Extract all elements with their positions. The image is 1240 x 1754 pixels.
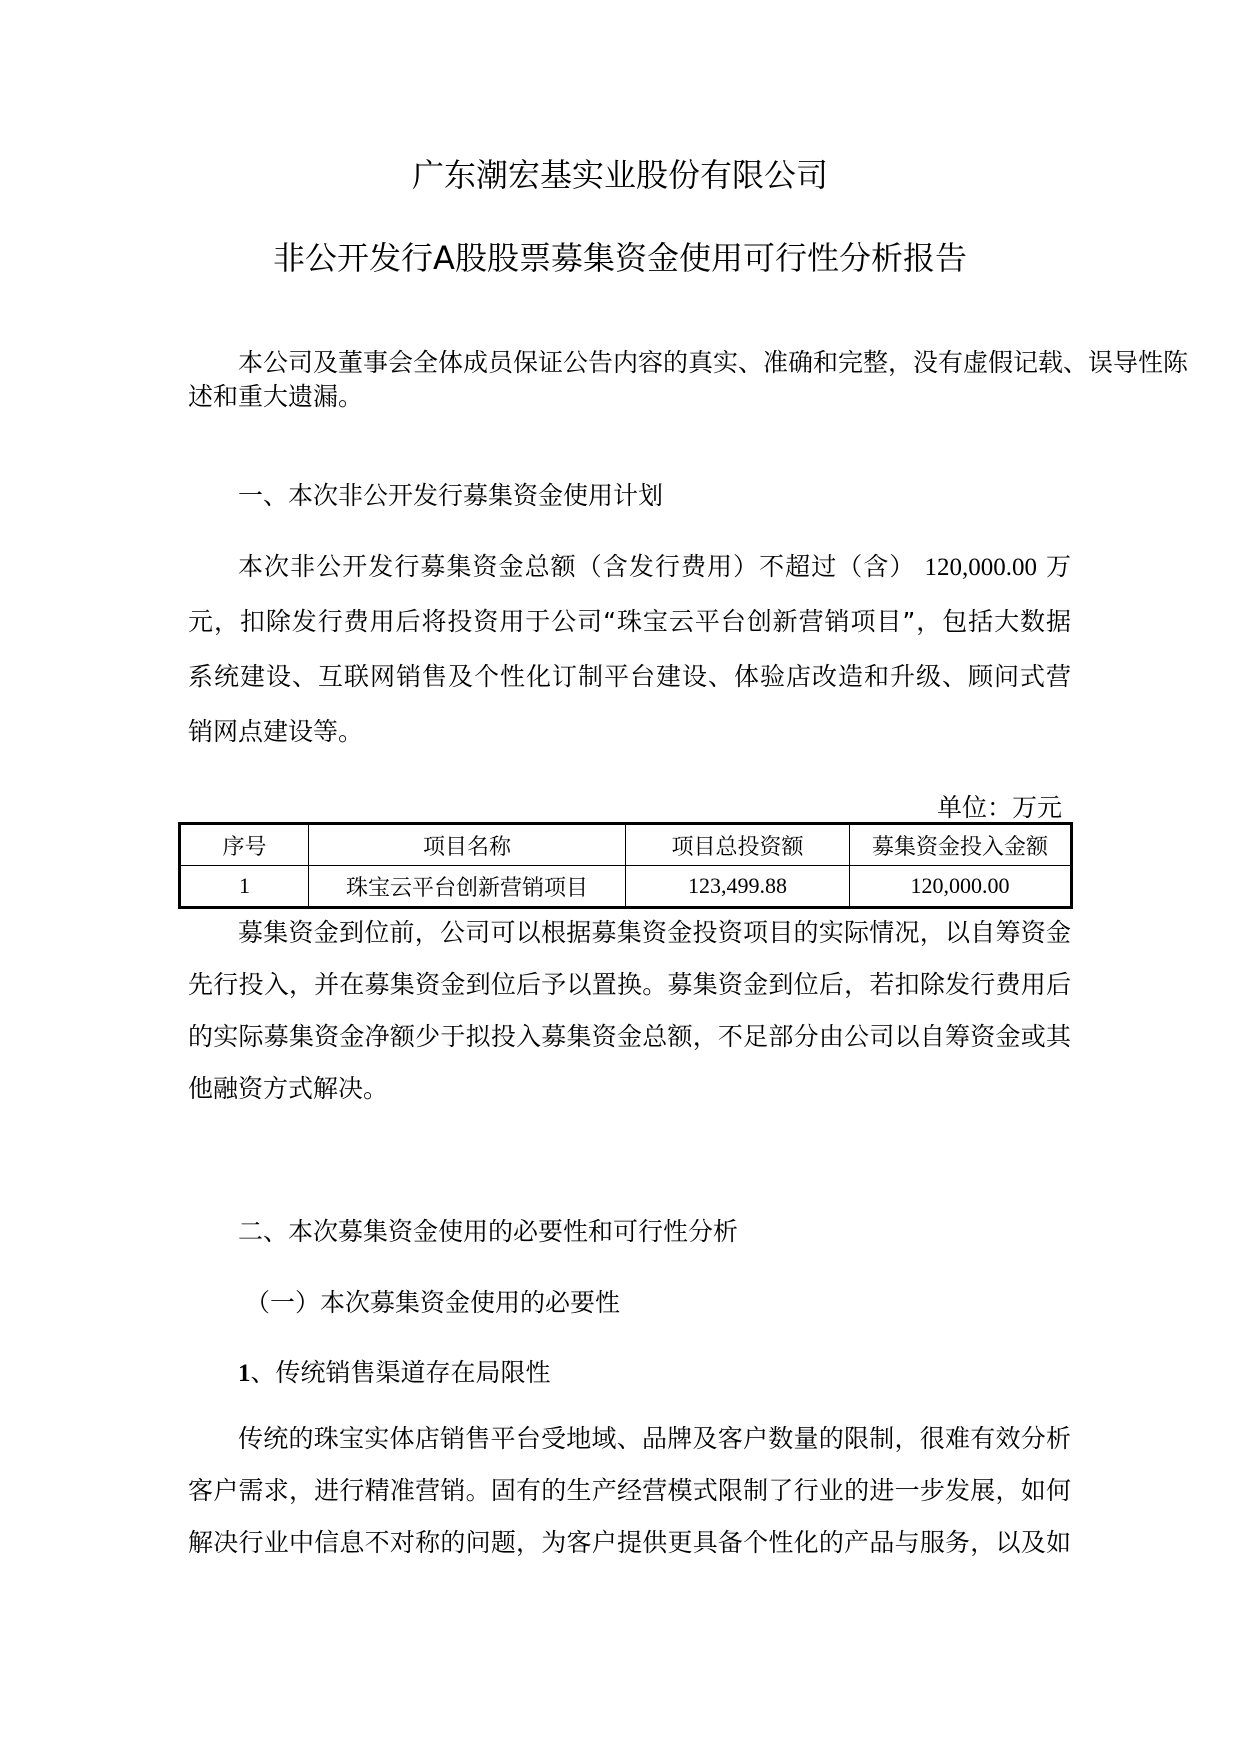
header-cell: 项目名称 bbox=[309, 824, 626, 866]
statement-line: 述和重大遗漏。 bbox=[188, 382, 364, 411]
cell: 120,000.00 bbox=[850, 866, 1072, 908]
unit-label: 单位：万元 bbox=[936, 793, 1062, 822]
text: 万 bbox=[1046, 552, 1072, 581]
amount: 120,000.00 bbox=[924, 554, 1037, 581]
cell: 珠宝云平台创新营销项目 bbox=[309, 866, 626, 908]
table-header bbox=[180, 824, 1072, 866]
funds-table bbox=[178, 822, 1073, 909]
header-cell: 序号 bbox=[180, 824, 309, 866]
paragraph-line: 系统建设、互联网销售及个性化订制平台建设、体验店改造和升级、顾问式营 bbox=[188, 662, 1071, 691]
cell: 123,499.88 bbox=[626, 866, 850, 908]
text: 本次非公开发行募集资金总额（含发行费用）不超过（含） bbox=[238, 552, 916, 581]
paragraph-line: 销网点建设等。 bbox=[188, 717, 364, 746]
paragraph-line: 传统的珠宝实体店销售平台受地域、品牌及客户数量的限制，很难有效分析 bbox=[238, 1424, 1071, 1453]
paragraph-line: 的实际募集资金净额少于拟投入募集资金总额，不足部分由公司以自筹资金或其 bbox=[188, 1022, 1071, 1051]
paragraph-line: 先行投入，并在募集资金到位后予以置换。募集资金到位后，若扣除发行费用后 bbox=[188, 970, 1071, 999]
statement-line: 本公司及董事会全体成员保证公告内容的真实、准确和完整，没有虚假记载、误导性陈 bbox=[238, 348, 1189, 377]
paragraph-line: 客户需求，进行精准营销。固有的生产经营模式限制了行业的进一步发展，如何 bbox=[188, 1476, 1071, 1505]
company-title: 广东潮宏基实业股份有限公司 bbox=[411, 156, 828, 194]
cell: 1 bbox=[180, 866, 309, 908]
table-row bbox=[180, 866, 1072, 908]
report-title: 非公开发行A股股票募集资金使用可行性分析报告 bbox=[273, 239, 967, 277]
header-cell: 募集资金投入金额 bbox=[850, 824, 1072, 866]
header-cell: 项目总投资额 bbox=[626, 824, 850, 866]
paragraph-line: 解决行业中信息不对称的问题，为客户提供更具备个性化的产品与服务，以及如 bbox=[188, 1528, 1071, 1557]
item-heading bbox=[238, 1358, 1071, 1389]
section-heading: 一、本次非公开发行募集资金使用计划 bbox=[238, 481, 664, 510]
item-number: 1 bbox=[238, 1360, 251, 1387]
item-title: 、传统销售渠道存在局限性 bbox=[250, 1358, 551, 1387]
paragraph-line: 他融资方式解决。 bbox=[188, 1074, 389, 1103]
paragraph-line bbox=[238, 552, 1071, 583]
section-heading: 二、本次募集资金使用的必要性和可行性分析 bbox=[238, 1217, 739, 1246]
subsection-heading: （一）本次募集资金使用的必要性 bbox=[245, 1288, 621, 1317]
paragraph-line: 元，扣除发行费用后将投资用于公司“珠宝云平台创新营销项目”，包括大数据 bbox=[188, 607, 1071, 636]
paragraph-line: 募集资金到位前，公司可以根据募集资金投资项目的实际情况，以自筹资金 bbox=[238, 918, 1071, 947]
